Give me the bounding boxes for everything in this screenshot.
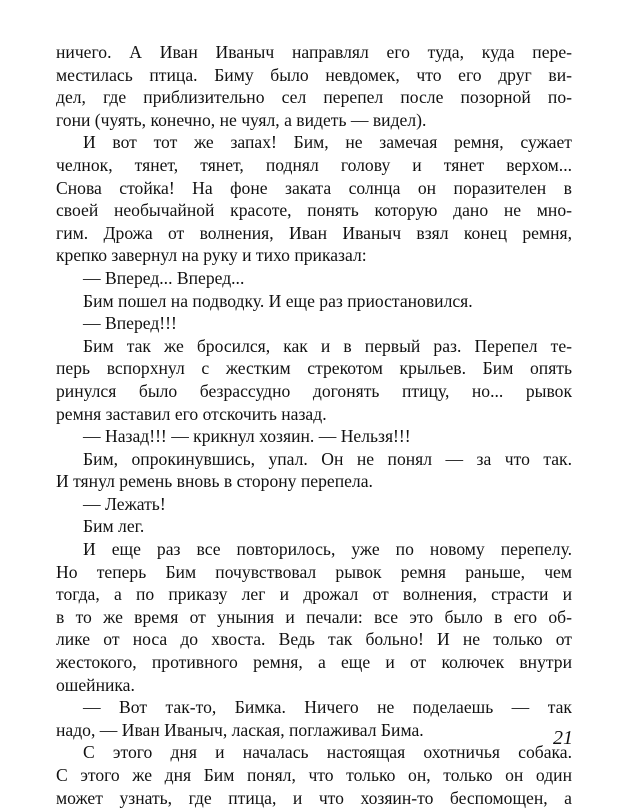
text-line: ничего. А Иван Иваныч направлял его туда, куда пере- (56, 42, 572, 62)
text-line: крепко завернул на руку и тихо приказал: (56, 245, 367, 266)
body-text (56, 41, 572, 809)
paragraph-first-line: Бим, опрокинувшись, упал. Он не понял — за что так. (83, 448, 572, 469)
text-line: дел, где приблизительно сел перепел после позорной по- (56, 87, 572, 108)
dialogue-line: — Вот так-то, Бимка. Ничего не поделаешь — так (83, 697, 572, 718)
text-line: ремня заставил его отскочить назад. (56, 403, 327, 424)
text-line: Но теперь Бим почувствовал рывок ремня раньше, чем (56, 561, 572, 582)
text-line: ошейника. (56, 674, 135, 695)
text-line: челнок, тянет, тянет, поднял голову и тянет верхом... (56, 154, 572, 175)
text-line: в то же время от уныния и печали: все это было в его об- (56, 606, 572, 627)
text-line: лике от носа до хвоста. Ведь так больно! И не только от (56, 629, 572, 650)
dialogue-line: — Вперед... Вперед... (83, 267, 245, 288)
text-line: надо, — Иван Иваныч, лаская, поглаживал Бима. (56, 719, 424, 740)
text-line: гим. Дрожа от волнения, Иван Иваныч взял конец ремня, (56, 222, 572, 243)
text-line: гони (чуять, конечно, не чуял, а видеть — видел). (56, 109, 427, 130)
text-line: местилась птица. Биму было невдомек, что его друг ви- (56, 64, 572, 85)
dialogue-line: — Вперед!!! (83, 313, 177, 334)
dialogue-line: — Назад!!! — крикнул хозяин. — Нельзя!!! (83, 426, 411, 447)
paragraph-first-line: И еще раз все повторилось, уже по новому перепелу. (83, 539, 572, 560)
text-line: жестокого, противного ремня, а еще и от колючек внутри (56, 652, 572, 673)
paragraph-first-line: И вот тот же запах! Бим, не замечая ремня, сужает (83, 132, 572, 153)
paragraph-first-line: Бим так же бросился, как и в первый раз. Перепел те- (83, 335, 572, 356)
page-number: 21 (553, 727, 573, 749)
text-line: ринулся было безрассудно догонять птицу, но... рывок (56, 380, 572, 401)
paragraph-first-line: С этого дня и началась настоящая охотничья собака. (83, 742, 572, 763)
dialogue-line: — Лежать! (83, 493, 166, 514)
text-line: И тянул ремень вновь в сторону перепела. (56, 471, 373, 492)
text-line: С этого же дня Бим понял, что только он, только он один (56, 765, 572, 785)
text-line: своей необычайной красоте, понять которую дано не мно- (56, 200, 572, 221)
paragraph-first-line: Бим пошел на подводку. И еще раз приостановился. (83, 290, 473, 311)
text-line: Снова стойка! На фоне заката солнца он поразителен в (56, 177, 572, 198)
text-line: может узнать, где птица, и что хозяин-то беспомощен, а (56, 787, 572, 808)
text-line: перь вспорхнул с жестким стрекотом крыльев. Бим опять (56, 358, 572, 379)
text-line: тогда, а по приказу лег и дрожал от волнения, страсти и (56, 584, 572, 605)
paragraph-first-line: Бим лег. (83, 516, 145, 537)
